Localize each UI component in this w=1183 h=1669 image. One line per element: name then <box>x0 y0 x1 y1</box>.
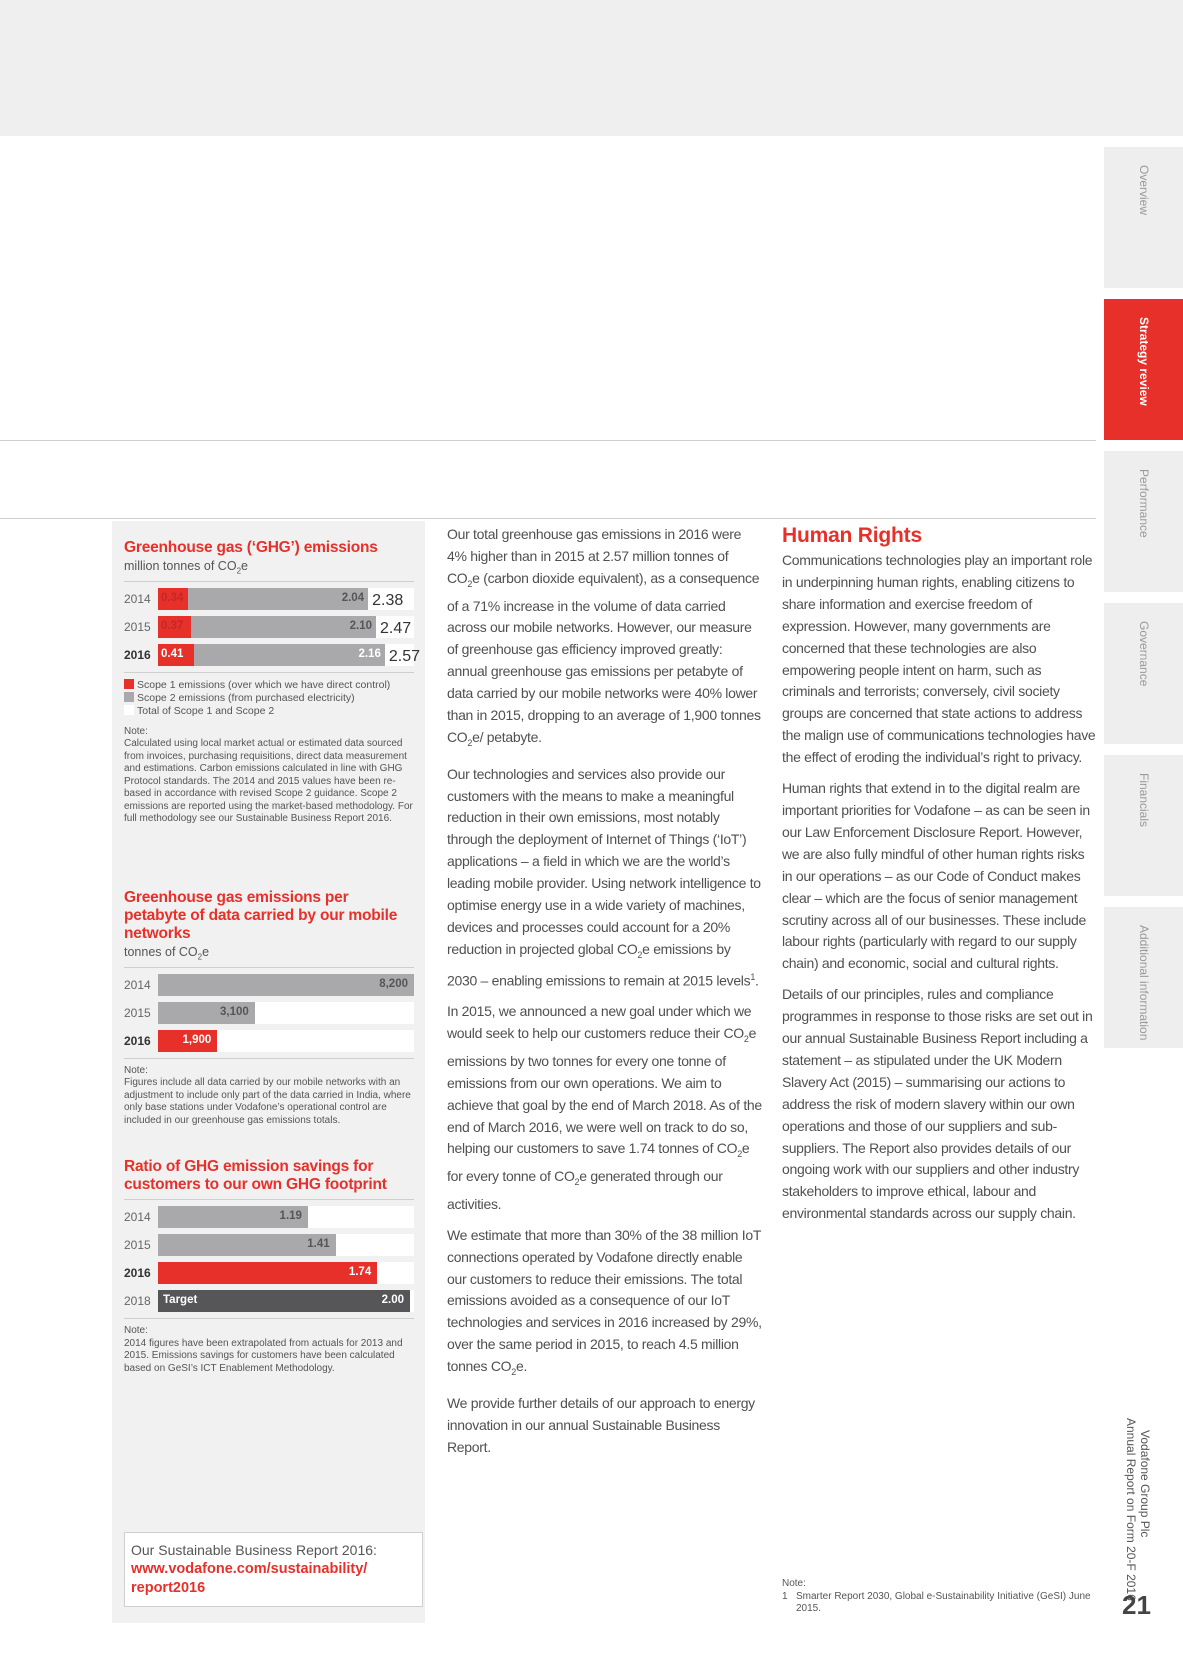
tab-label: Additional information <box>1136 925 1151 1041</box>
bar-value-label: 2.00 <box>381 1294 404 1306</box>
chart-row <box>124 974 414 996</box>
paragraph: Details of our principles, rules and compliance programmes in response to those risks are set out in our annual Sustainable Business Report including a statement – as stipulated under the UK Modern Slavery Act (2015) – summarising our actions to address the risk of modern slavery within our own operations and those of our suppliers and sub-suppliers. The Report also provides details of our ongoing work with our suppliers and other industry stakeholders to improve ethical, labour and environmental standards across our supply chain. <box>782 986 1093 1222</box>
sustainability-report-box <box>124 1532 423 1607</box>
bar-track <box>158 1262 414 1284</box>
footnote-number: 1 <box>782 1590 788 1602</box>
bar <box>158 1030 217 1052</box>
tab-governance[interactable] <box>1104 603 1183 744</box>
bar-track <box>158 1234 414 1256</box>
chart-row <box>124 616 414 638</box>
bar-value-label: 0.37 <box>161 619 184 632</box>
bar <box>158 1206 308 1228</box>
bar <box>158 1262 377 1284</box>
footnote-label: Note: <box>782 1578 806 1589</box>
footnote-text: Smarter Report 2030, Global e-Sustainability Initiative (GeSI) June 2015. <box>796 1590 1091 1614</box>
chart-row <box>124 588 414 610</box>
report-name: Annual Report on Form 20-F 2016 <box>1124 1418 1138 1601</box>
bar-value-label: 1,900 <box>182 1033 212 1046</box>
bar-value-label: 2.16 <box>358 647 381 660</box>
bar-scope2 <box>188 588 368 610</box>
legend-swatch <box>124 705 134 715</box>
bar-track <box>158 588 414 610</box>
page-footer <box>1104 1400 1183 1669</box>
paragraph: Our technologies and services also provide our customers with the means to make a meaningful reduction in their own emissions, most notably through the deployment of Internet of Things (‘IoT’) applications – a field in which we are the world’s leading mobile provider. Using network intelligence to optimise energy use in a wide variety of machines, devices and processes could account for a 20% reduction in projected global $CO_2e$ emissions by 2030 – enabling emissions to remain at 2015 levels$^1$. <box>447 765 761 989</box>
bar-track <box>158 974 414 996</box>
bar-value-label: 1.74 <box>348 1266 372 1278</box>
chart-note: Note: Calculated using local market actual or estimated data sourced from invoices, purchasing requisitions, direct data measurement and estimations. Carbon emissions calculated in line with GHG Protocol standards. The 2014 and 2015 values have been re-based in accordance with revised Scope 2 guidance. Scope 2 emissions are reported using the market-based methodology. For full methodology see our Sustainable Business Report 2016. <box>124 725 413 824</box>
bar-value-label: 2.04 <box>341 591 365 604</box>
bar-scope1 <box>158 588 188 610</box>
bar-scope1 <box>158 644 194 666</box>
chart-row <box>124 1234 414 1256</box>
bar <box>158 974 414 996</box>
year-label: 2016 <box>124 647 151 662</box>
body-column-human-rights <box>782 524 1097 1234</box>
year-label: 2014 <box>124 977 151 992</box>
paragraph: We estimate that more than 30% of the 38 million IoT connections operated by Vodafone directly enable our customers to reduce their emissions. The total emissions avoided as a consequence of our IoT technologies and services in 2016 increased by 29%, over the same period in 2015, to reach 4.5 million tonnes $CO_2e$. <box>447 1226 762 1377</box>
chart-title: Ratio of GHG emission savings for customers to our own GHG footprint <box>124 1158 414 1200</box>
chart-row <box>124 1262 414 1284</box>
paragraph: Communications technologies play an important role in underpinning human rights, enabling citizens to share information and exercise freedom of expression. However, many governments are concerned that these technologies are also empowering people intent on harm, such as criminals and terrorists; conversely, civil society groups are concerned that state actions to address the malign use of communications technologies have the effect of eroding the individual’s right to privacy. <box>782 552 1096 766</box>
paragraph: Human rights that extend in to the digital realm are important priorities for Vodafone – as can be seen in our Law Enforcement Disclosure Report. However, we are also fully mindful of other human rights risks in our operations – as our Code of Conduct makes clear – which are the focus of senior management scrutiny across all of our businesses. These include labour rights (particularly with regard to our supply chain) and economic, social and cultural rights. <box>782 780 1090 972</box>
year-label: 2015 <box>124 1005 151 1020</box>
chart-row <box>124 1206 414 1228</box>
bar-scope2 <box>191 616 376 638</box>
ghg-savings-ratio-chart <box>124 1158 414 1375</box>
ghg-emissions-chart <box>124 539 420 826</box>
top-band <box>0 0 1183 136</box>
page-number: 21 <box>1122 1590 1151 1620</box>
divider-line <box>0 440 1096 441</box>
chart-rows <box>124 1206 414 1312</box>
bar-value-label: 3,100 <box>219 1005 249 1018</box>
bar-scope1 <box>158 616 191 638</box>
bar-value-label: 1.19 <box>279 1210 302 1222</box>
chart-note: Note: 2014 figures have been extrapolated from actuals for 2013 and 2015. Emissions savings for customers have been calculated based on GeSI’s ICT Enablement Methodology. <box>124 1318 414 1375</box>
bar-value-label: 0.34 <box>161 591 184 604</box>
bar-track <box>158 1002 414 1024</box>
sustainability-report-link[interactable]: www.vodafone.com/sustainability/ report2016 <box>131 1561 368 1596</box>
legend-swatch <box>124 692 134 702</box>
bar-value-label: 8,200 <box>379 977 408 990</box>
tab-additional-information[interactable] <box>1104 907 1183 1048</box>
bar <box>158 1002 255 1024</box>
tab-label: Strategy review <box>1136 317 1151 406</box>
tab-label: Financials <box>1136 773 1151 828</box>
section-heading: Human Rights <box>782 524 922 547</box>
tab-overview[interactable] <box>1104 147 1183 288</box>
year-label: 2014 <box>124 1210 151 1224</box>
year-label: 2016 <box>124 1266 151 1280</box>
legend-item-scope1: Scope 1 emissions (over which we have direct control) <box>124 679 414 692</box>
bar-track <box>158 1206 414 1228</box>
bar-value-label: 0.41 <box>161 647 184 660</box>
chart-title: Greenhouse gas (‘GHG’) emissions <box>124 539 378 556</box>
year-label: 2014 <box>124 591 151 606</box>
year-label: 2016 <box>124 1033 151 1048</box>
legend-swatch <box>124 679 134 689</box>
charts-panel <box>112 521 425 1623</box>
bar-track <box>158 616 414 638</box>
total-value-label: 2.38 <box>372 591 404 609</box>
chart-row <box>124 1030 414 1052</box>
target-label: Target <box>163 1294 198 1306</box>
chart-rows <box>124 588 420 666</box>
chart-legend <box>124 672 414 718</box>
tab-financials[interactable] <box>1104 755 1183 896</box>
year-label: 2015 <box>124 1238 151 1252</box>
paragraph: In 2015, we announced a new goal under which we would seek to help our customers reduce their $CO_2e$ emissions by two tonnes for every one tonne of emissions from our own operations. We aim to achieve that goal by the end of March 2018. As of the end of March 2016, we were well on track to do so, helping our customers to save 1.74 tonnes of $CO_2e$ for every tonne of $CO_2e$ generated through our activities. <box>447 1003 762 1212</box>
chart-note: Note: Figures include all data carried by our mobile networks with an adjustment to include only part of the data carried in India, where only base stations under Vodafone’s operational control are included in our greenhouse gas emissions totals. <box>124 1058 414 1128</box>
chart-row <box>124 644 420 666</box>
paragraph: We provide further details of our approach to energy innovation in our annual Sustainable Business Report. <box>447 1394 755 1455</box>
bar-scope2 <box>194 644 385 666</box>
body-column-emissions <box>447 524 762 1468</box>
bar-value-label: 2.10 <box>349 619 373 632</box>
bar-track <box>158 1030 414 1052</box>
total-value-label: 2.47 <box>380 619 412 637</box>
ghg-per-petabyte-chart <box>124 889 414 1127</box>
company-name: Vodafone Group Plc <box>1138 1430 1152 1538</box>
bar-value-label: 1.41 <box>307 1238 330 1250</box>
tab-label: Governance <box>1136 621 1151 687</box>
bar <box>158 1234 336 1256</box>
tab-strategy-review[interactable] <box>1104 299 1183 440</box>
chart-row <box>124 1002 414 1024</box>
divider-line <box>0 518 1096 519</box>
bar-track <box>158 1290 414 1312</box>
bar-track <box>158 644 420 666</box>
legend-item-total: Total of Scope 1 and Scope 2 <box>124 705 414 718</box>
tab-label: Performance <box>1136 469 1151 538</box>
chart-title: Greenhouse gas emissions per petabyte of data carried by our mobile networks <box>124 889 398 942</box>
tab-performance[interactable] <box>1104 451 1183 592</box>
chart-rows <box>124 974 414 1052</box>
chart-row <box>124 1290 414 1312</box>
year-label: 2015 <box>124 619 151 634</box>
total-value-label: 2.57 <box>388 647 420 665</box>
footnote <box>782 1578 1092 1616</box>
chart-subtitle: tonnes of $CO_2e$ <box>124 945 414 968</box>
chart-subtitle: million tonnes of $CO_2e$ <box>124 559 414 582</box>
tab-label: Overview <box>1136 165 1151 216</box>
paragraph: Our total greenhouse gas emissions in 2016 were 4% higher than in 2015 at 2.57 million tonnes of $CO_2e$ (carbon dioxide equivalent), as a consequence of a 71% increase in the volume of data carried across our mobile networks. However, our measure of greenhouse gas efficiency improved greatly: annual greenhouse gas emissions per petabyte of data carried by our mobile networks were 40% lower than in 2015, dropping to an average of 1,900 tonnes $CO_2e/$ petabyte. <box>447 526 761 748</box>
sustainability-report-label: Our Sustainable Business Report 2016: <box>131 1542 377 1558</box>
year-label: 2018 <box>124 1294 151 1308</box>
legend-item-scope2: Scope 2 emissions (from purchased electricity) <box>124 692 414 705</box>
target-bar <box>158 1290 410 1312</box>
